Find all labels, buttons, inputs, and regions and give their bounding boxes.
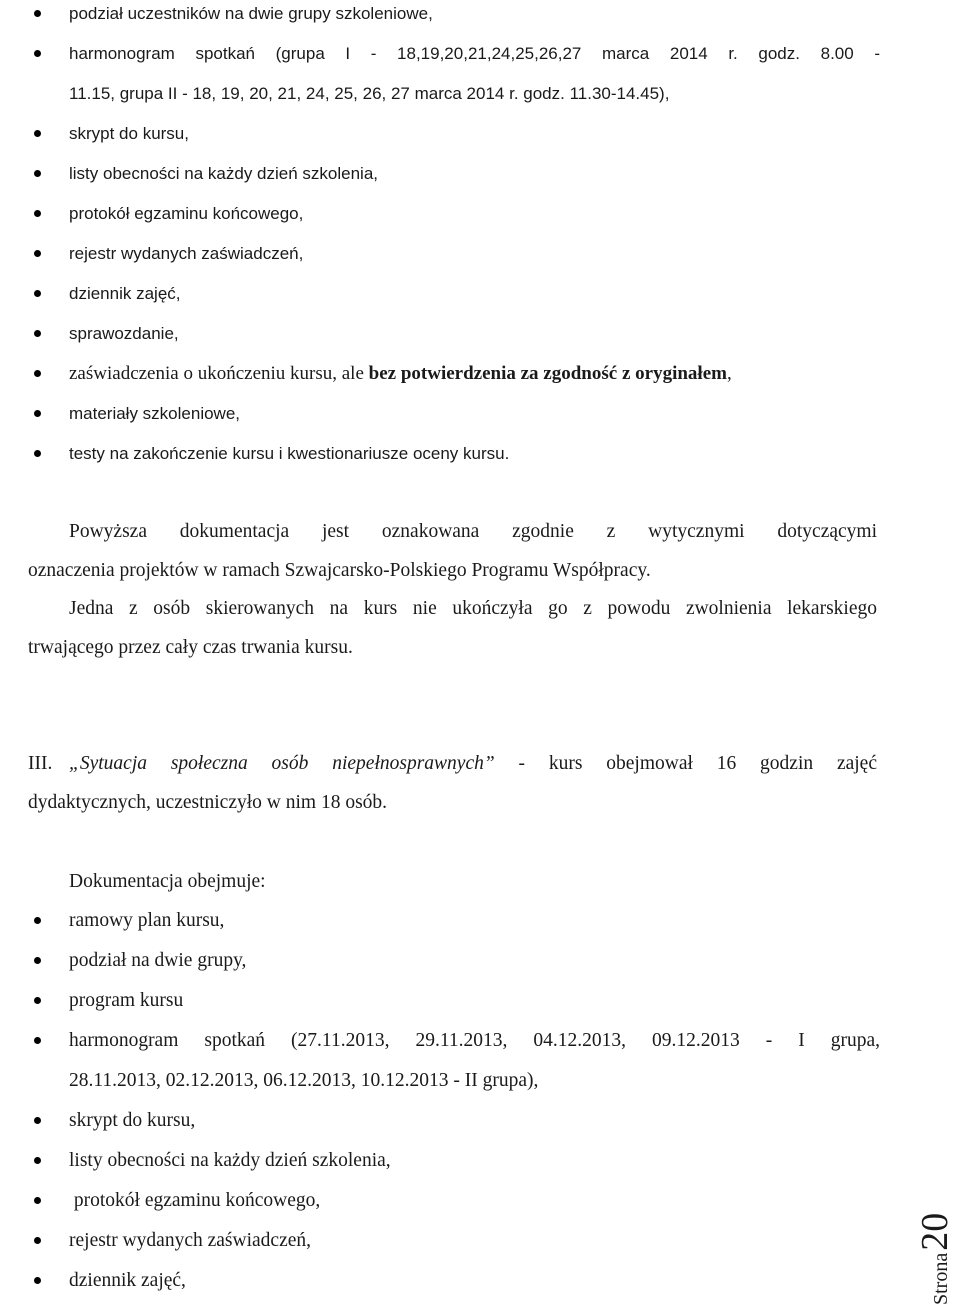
list-item: rejestr wydanych zaświadczeń,: [0, 234, 900, 274]
list-item: protokół egzaminu końcowego,: [0, 194, 900, 234]
page-footer: [905, 1190, 960, 1305]
list-item: podział uczestników na dwie grupy szkoleniowe,: [0, 0, 900, 34]
harmonogram-2-line-2: 28.11.2013, 02.12.2013, 06.12.2013, 10.12.2013 - II grupa),: [69, 1070, 539, 1091]
section-heading-line-2: dydaktycznych, uczestniczyło w nim 18 osób.: [28, 792, 388, 813]
paragraph-2-line-2: trwającego przez cały czas trwania kursu.: [28, 637, 353, 658]
page-number-label: [913, 1213, 957, 1305]
list-item: materiały szkoleniowe,: [0, 394, 900, 434]
section-title: „Sytuacja społeczna osób niepełnosprawnych”: [69, 753, 495, 774]
list-item: podział na dwie grupy,: [0, 941, 900, 981]
list-item: protokół egzaminu końcowego,: [0, 1181, 900, 1221]
documentation-heading: Dokumentacja obejmuje:: [69, 871, 266, 892]
harmonogram-2-line-1: harmonogram spotkań (27.11.2013, 29.11.2013, 04.12.2013, 09.12.2013 - I grupa,: [69, 1030, 880, 1051]
list-item-harmonogram-1: [0, 34, 900, 114]
section-heading-line-1: „Sytuacja społeczna osób niepełnosprawnych” - kurs obejmował 16 godzin zajęć: [69, 753, 877, 774]
list-item: ramowy plan kursu,: [0, 901, 900, 941]
list-item: dziennik zajęć,: [0, 274, 900, 314]
paragraph-2-line-1: Jedna z osób skierowanych na kurs nie ukończyła go z powodu zwolnienia lekarskiego: [69, 598, 877, 619]
list-item: skrypt do kursu,: [0, 1101, 900, 1141]
page-word: Strona: [930, 1252, 952, 1305]
list-item: rejestr wydanych zaświadczeń,: [0, 1221, 900, 1261]
harmonogram-1-line-1: harmonogram spotkań (grupa I - 18,19,20,21,24,25,26,27 marca 2014 r. godz. 8.00 -: [69, 44, 880, 63]
documentation-list-1: [0, 0, 900, 474]
list-item: program kursu: [0, 981, 900, 1021]
emphasis-text: bez potwierdzenia za zgodność z oryginałem: [368, 363, 727, 384]
list-item: dziennik zajęć,: [0, 1261, 900, 1301]
documentation-list-2: [0, 901, 900, 1301]
harmonogram-1-line-2: 11.15, grupa II - 18, 19, 20, 21, 24, 25, 26, 27 marca 2014 r. godz. 11.30-14.45),: [69, 84, 670, 103]
list-item: testy na zakończenie kursu i kwestionariusze oceny kursu.: [0, 434, 900, 474]
paragraph-1-line-2: oznaczenia projektów w ramach Szwajcarsko-Polskiego Programu Współpracy.: [28, 560, 651, 581]
list-item: listy obecności na każdy dzień szkolenia,: [0, 1141, 900, 1181]
list-item-harmonogram-2: [0, 1021, 900, 1101]
paragraph-1-line-1: Powyższa dokumentacja jest oznakowana zgodnie z wytycznymi dotyczącymi: [69, 521, 877, 542]
list-item-zaswiadczenia: zaświadczenia o ukończeniu kursu, ale bez potwierdzenia za zgodność z oryginałem,: [0, 354, 900, 394]
list-item: listy obecności na każdy dzień szkolenia,: [0, 154, 900, 194]
list-item: skrypt do kursu,: [0, 114, 900, 154]
list-item: sprawozdanie,: [0, 314, 900, 354]
section-number: III.: [28, 753, 53, 774]
page-number: 20: [914, 1212, 956, 1251]
